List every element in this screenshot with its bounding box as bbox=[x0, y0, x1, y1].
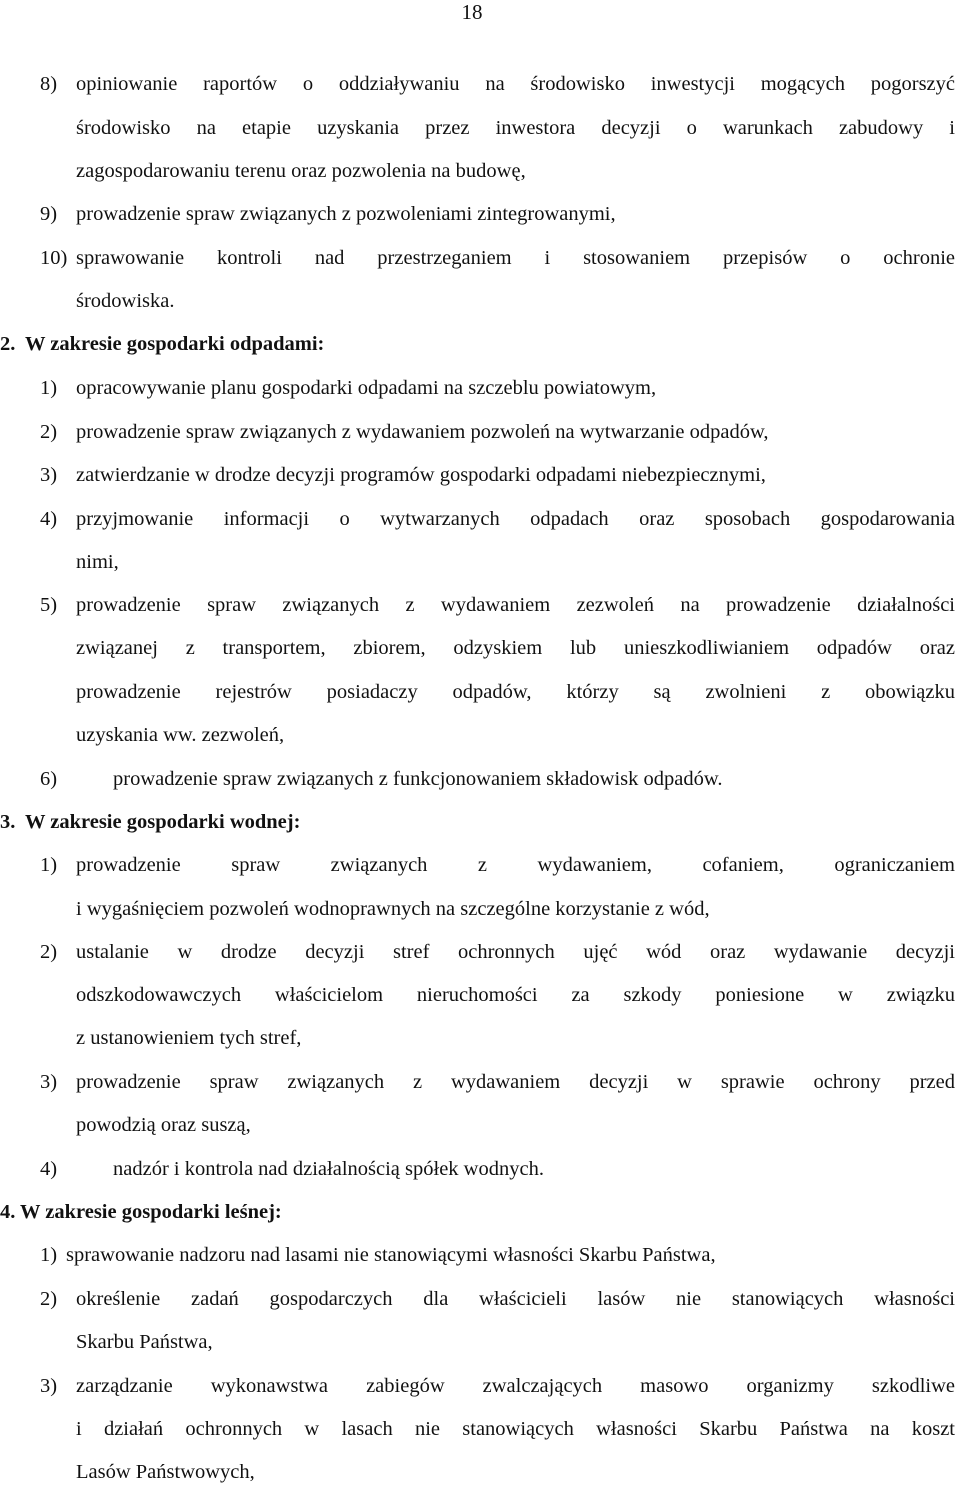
item-text: zarządzanie wykonawstwa zabiegów zwalczających masowo organizmy szkodliwe bbox=[76, 1375, 955, 1397]
item-number: 10) bbox=[40, 247, 68, 269]
item-text: ustalanie w drodze decyzji stref ochronnych ujęć wód oraz wydawanie decyzji bbox=[76, 941, 955, 963]
item-text: powodzią oraz suszą, bbox=[76, 1114, 251, 1136]
item-text: związanej z transportem, zbiorem, odzyskiem lub unieszkodliwianiem odpadów oraz bbox=[76, 637, 955, 659]
item-text: odszkodowawczych właścicielom nieruchomości za szkody poniesione w związku bbox=[76, 984, 955, 1006]
item-number: 1) bbox=[40, 377, 58, 399]
item-text: zatwierdzanie w drodze decyzji programów gospodarki odpadami niebezpiecznymi, bbox=[76, 464, 766, 486]
item-text: prowadzenie rejestrów posiadaczy odpadów, którzy są zwolnieni z obowiązku bbox=[76, 681, 955, 703]
section-title: W zakresie gospodarki leśnej: bbox=[20, 1201, 282, 1223]
section-number: 3. bbox=[0, 811, 16, 833]
item-number: 2) bbox=[40, 941, 58, 963]
item-text: i wygaśnięciem pozwoleń wodnoprawnych na szczególne korzystanie z wód, bbox=[76, 898, 710, 920]
item-text: opiniowanie raportów o oddziaływaniu na środowisko inwestycji mogących pogorszyć bbox=[76, 73, 955, 95]
item-text: prowadzenie spraw związanych z wydawaniem pozwoleń na wytwarzanie odpadów, bbox=[76, 421, 769, 443]
section-number: 4. bbox=[0, 1201, 16, 1223]
item-number: 6) bbox=[40, 768, 58, 790]
item-number: 9) bbox=[40, 203, 58, 225]
item-number: 2) bbox=[40, 421, 58, 443]
item-text: prowadzenie spraw związanych z funkcjonowaniem składowisk odpadów. bbox=[113, 768, 723, 790]
item-number: 3) bbox=[40, 1071, 58, 1093]
section-title: W zakresie gospodarki wodnej: bbox=[25, 811, 301, 833]
item-text: sprawowanie nadzoru nad lasami nie stanowiącymi własności Skarbu Państwa, bbox=[66, 1244, 716, 1266]
item-text: prowadzenie spraw związanych z wydawaniem decyzji w sprawie ochrony przed bbox=[76, 1071, 955, 1093]
item-text: prowadzenie spraw związanych z pozwoleniami zintegrowanymi, bbox=[76, 203, 616, 225]
item-text: nadzór i kontrola nad działalnością spółek wodnych. bbox=[113, 1158, 544, 1180]
item-text: przyjmowanie informacji o wytwarzanych odpadach oraz sposobach gospodarowania bbox=[76, 508, 955, 530]
item-text: sprawowanie kontroli nad przestrzeganiem i stosowaniem przepisów o ochronie bbox=[76, 247, 955, 269]
item-text: określenie zadań gospodarczych dla właścicieli lasów nie stanowiących własności bbox=[76, 1288, 955, 1310]
item-number: 8) bbox=[40, 73, 58, 95]
item-text: Lasów Państwowych, bbox=[76, 1461, 255, 1483]
item-number: 4) bbox=[40, 508, 58, 530]
item-number: 1) bbox=[40, 1244, 58, 1266]
item-text: nimi, bbox=[76, 551, 119, 573]
item-text: uzyskania ww. zezwoleń, bbox=[76, 724, 285, 746]
item-number: 1) bbox=[40, 854, 58, 876]
item-text: opracowywanie planu gospodarki odpadami na szczeblu powiatowym, bbox=[76, 377, 657, 399]
item-number: 3) bbox=[40, 464, 58, 486]
item-number: 2) bbox=[40, 1288, 58, 1310]
item-number: 4) bbox=[40, 1158, 58, 1180]
item-text: Skarbu Państwa, bbox=[76, 1331, 213, 1353]
page-number: 18 bbox=[461, 0, 483, 24]
item-text: zagospodarowaniu terenu oraz pozwolenia na budowę, bbox=[76, 160, 526, 182]
section-title: W zakresie gospodarki odpadami: bbox=[25, 333, 325, 355]
item-number: 3) bbox=[40, 1375, 58, 1397]
item-text: środowiska. bbox=[76, 290, 175, 312]
item-text: i działań ochronnych w lasach nie stanowiących własności Skarbu Państwa na koszt bbox=[76, 1418, 955, 1440]
item-text: prowadzenie spraw związanych z wydawaniem zezwoleń na prowadzenie działalności bbox=[76, 594, 955, 616]
item-text: z ustanowieniem tych stref, bbox=[76, 1027, 302, 1049]
section-number: 2. bbox=[0, 333, 16, 355]
item-text: prowadzenie spraw związanych z wydawaniem, cofaniem, ograniczaniem bbox=[76, 854, 955, 876]
item-text: środowisko na etapie uzyskania przez inwestora decyzji o warunkach zabudowy i bbox=[76, 117, 955, 139]
item-number: 5) bbox=[40, 594, 58, 616]
